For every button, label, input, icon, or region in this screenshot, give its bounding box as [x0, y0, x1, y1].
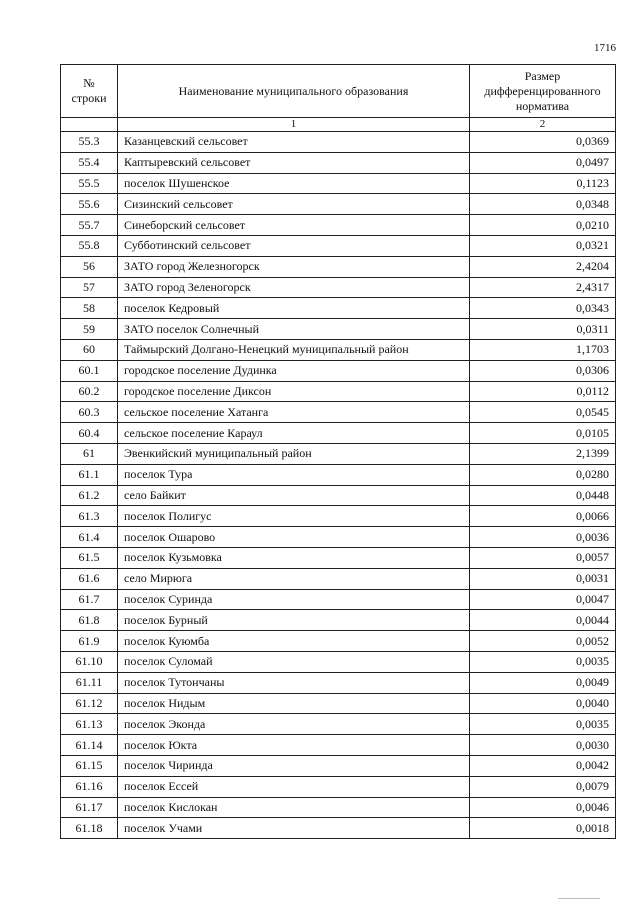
table-row — [61, 132, 616, 153]
row-number-cell: 61.4 — [61, 527, 118, 548]
table-row — [61, 547, 616, 568]
normative-value-cell: 0,0306 — [470, 360, 616, 381]
municipality-name-cell: поселок Кедровый — [118, 298, 470, 319]
row-number-cell: 61.16 — [61, 776, 118, 797]
municipality-name-cell: поселок Бурный — [118, 610, 470, 631]
table-row — [61, 339, 616, 360]
table-row — [61, 735, 616, 756]
normative-value-cell: 0,0066 — [470, 506, 616, 527]
column-index-empty — [61, 118, 118, 132]
normative-value-cell: 0,0040 — [470, 693, 616, 714]
table-row — [61, 485, 616, 506]
row-number-cell: 61.17 — [61, 797, 118, 818]
normative-value-cell: 0,0042 — [470, 755, 616, 776]
table-row — [61, 215, 616, 236]
normative-value-cell: 0,0448 — [470, 485, 616, 506]
municipality-name-cell: поселок Суломай — [118, 651, 470, 672]
municipality-name-cell: село Мирюга — [118, 568, 470, 589]
normative-value-cell: 0,0348 — [470, 194, 616, 215]
normative-value-cell: 0,0049 — [470, 672, 616, 693]
table-row — [61, 693, 616, 714]
municipality-name-cell: село Байкит — [118, 485, 470, 506]
normative-value-cell: 0,0280 — [470, 464, 616, 485]
row-number-cell: 61.12 — [61, 693, 118, 714]
municipality-name-cell: поселок Тура — [118, 464, 470, 485]
municipality-name-cell: поселок Суринда — [118, 589, 470, 610]
table-row — [61, 672, 616, 693]
municipality-name-cell: поселок Эконда — [118, 714, 470, 735]
normative-value-cell: 0,0112 — [470, 381, 616, 402]
row-number-cell: 55.6 — [61, 194, 118, 215]
table-body — [61, 132, 616, 839]
row-number-cell: 56 — [61, 256, 118, 277]
table-row — [61, 235, 616, 256]
table-row — [61, 277, 616, 298]
municipality-name-cell: сельское поселение Караул — [118, 423, 470, 444]
normative-value-cell: 0,0321 — [470, 235, 616, 256]
column-index-row — [61, 118, 616, 132]
row-number-cell: 61.8 — [61, 610, 118, 631]
table-row — [61, 589, 616, 610]
municipality-name-cell: сельское поселение Хатанга — [118, 402, 470, 423]
row-number-cell: 59 — [61, 319, 118, 340]
row-number-cell: 61.5 — [61, 547, 118, 568]
footer-divider — [558, 898, 600, 899]
municipality-name-cell: городское поселение Диксон — [118, 381, 470, 402]
municipality-name-cell: поселок Куюмба — [118, 631, 470, 652]
normative-value-cell: 0,0018 — [470, 818, 616, 839]
row-number-cell: 60.1 — [61, 360, 118, 381]
normative-value-cell: 0,0044 — [470, 610, 616, 631]
page-number: 1716 — [594, 42, 616, 54]
municipality-name-cell: Сизинский сельсовет — [118, 194, 470, 215]
table-row — [61, 173, 616, 194]
row-number-cell: 61.14 — [61, 735, 118, 756]
row-number-cell: 58 — [61, 298, 118, 319]
normative-value-cell: 2,4204 — [470, 256, 616, 277]
normative-value-cell: 0,0036 — [470, 527, 616, 548]
table-row — [61, 298, 616, 319]
normative-value-cell: 0,0031 — [470, 568, 616, 589]
header-name: Наименование муниципального образования — [118, 65, 470, 118]
table-row — [61, 443, 616, 464]
table-row — [61, 423, 616, 444]
table-header-row — [61, 65, 616, 118]
normative-value-cell: 0,0046 — [470, 797, 616, 818]
table-row — [61, 464, 616, 485]
row-number-cell: 61 — [61, 443, 118, 464]
municipality-name-cell: ЗАТО город Железногорск — [118, 256, 470, 277]
normative-value-cell: 0,0035 — [470, 651, 616, 672]
row-number-cell: 61.7 — [61, 589, 118, 610]
normative-value-cell: 0,0052 — [470, 631, 616, 652]
municipality-name-cell: поселок Нидым — [118, 693, 470, 714]
row-number-cell: 61.1 — [61, 464, 118, 485]
row-number-cell: 61.15 — [61, 755, 118, 776]
row-number-cell: 55.7 — [61, 215, 118, 236]
municipality-name-cell: Эвенкийский муниципальный район — [118, 443, 470, 464]
municipality-name-cell: Синеборский сельсовет — [118, 215, 470, 236]
row-number-cell: 55.8 — [61, 235, 118, 256]
normative-value-cell: 0,0369 — [470, 132, 616, 153]
normative-value-cell: 1,1703 — [470, 339, 616, 360]
row-number-cell: 61.11 — [61, 672, 118, 693]
table-row — [61, 194, 616, 215]
table-row — [61, 776, 616, 797]
row-number-cell: 61.2 — [61, 485, 118, 506]
table-row — [61, 256, 616, 277]
table-row — [61, 714, 616, 735]
row-number-cell: 61.6 — [61, 568, 118, 589]
normative-value-cell: 0,0545 — [470, 402, 616, 423]
table-row — [61, 319, 616, 340]
municipality-name-cell: поселок Полигус — [118, 506, 470, 527]
row-number-cell: 60.2 — [61, 381, 118, 402]
municipality-name-cell: Таймырский Долгано-Ненецкий муниципальный район — [118, 339, 470, 360]
row-number-cell: 55.4 — [61, 152, 118, 173]
table-row — [61, 568, 616, 589]
row-number-cell: 60.4 — [61, 423, 118, 444]
normative-value-cell: 0,0035 — [470, 714, 616, 735]
municipality-name-cell: поселок Юкта — [118, 735, 470, 756]
row-number-cell: 60.3 — [61, 402, 118, 423]
municipality-name-cell: ЗАТО город Зеленогорск — [118, 277, 470, 298]
column-index-1: 1 — [118, 118, 470, 132]
normative-value-cell: 0,0311 — [470, 319, 616, 340]
municipality-name-cell: поселок Кислокан — [118, 797, 470, 818]
municipality-name-cell: ЗАТО поселок Солнечный — [118, 319, 470, 340]
header-value: Размер дифференцированного норматива — [470, 65, 616, 118]
table-row — [61, 152, 616, 173]
normative-value-cell: 2,4317 — [470, 277, 616, 298]
row-number-cell: 55.3 — [61, 132, 118, 153]
table-row — [61, 360, 616, 381]
row-number-cell: 61.9 — [61, 631, 118, 652]
normative-value-cell: 0,0079 — [470, 776, 616, 797]
municipality-name-cell: поселок Ошарово — [118, 527, 470, 548]
normative-value-cell: 0,0105 — [470, 423, 616, 444]
row-number-cell: 61.18 — [61, 818, 118, 839]
municipality-name-cell: поселок Кузьмовка — [118, 547, 470, 568]
municipality-name-cell: городское поселение Дудинка — [118, 360, 470, 381]
normatives-table — [60, 64, 616, 839]
table-row — [61, 797, 616, 818]
table-row — [61, 818, 616, 839]
table-row — [61, 381, 616, 402]
table-row — [61, 506, 616, 527]
table-row — [61, 755, 616, 776]
normative-value-cell: 0,0343 — [470, 298, 616, 319]
normative-value-cell: 2,1399 — [470, 443, 616, 464]
normative-value-cell: 0,0047 — [470, 589, 616, 610]
column-index-2: 2 — [470, 118, 616, 132]
row-number-cell: 55.5 — [61, 173, 118, 194]
municipality-name-cell: поселок Ессей — [118, 776, 470, 797]
municipality-name-cell: Субботинский сельсовет — [118, 235, 470, 256]
row-number-cell: 57 — [61, 277, 118, 298]
municipality-name-cell: поселок Шушенское — [118, 173, 470, 194]
normative-value-cell: 0,0030 — [470, 735, 616, 756]
municipality-name-cell: поселок Тутончаны — [118, 672, 470, 693]
normative-value-cell: 0,0497 — [470, 152, 616, 173]
row-number-cell: 60 — [61, 339, 118, 360]
normative-value-cell: 0,0210 — [470, 215, 616, 236]
row-number-cell: 61.10 — [61, 651, 118, 672]
row-number-cell: 61.3 — [61, 506, 118, 527]
row-number-cell: 61.13 — [61, 714, 118, 735]
normative-value-cell: 0,0057 — [470, 547, 616, 568]
municipality-name-cell: поселок Учами — [118, 818, 470, 839]
normative-value-cell: 0,1123 — [470, 173, 616, 194]
table-row — [61, 402, 616, 423]
table-row — [61, 610, 616, 631]
table-row — [61, 631, 616, 652]
municipality-name-cell: поселок Чиринда — [118, 755, 470, 776]
municipality-name-cell: Каптыревский сельсовет — [118, 152, 470, 173]
table-row — [61, 651, 616, 672]
header-row-number: № строки — [61, 65, 118, 118]
table-row — [61, 527, 616, 548]
municipality-name-cell: Казанцевский сельсовет — [118, 132, 470, 153]
